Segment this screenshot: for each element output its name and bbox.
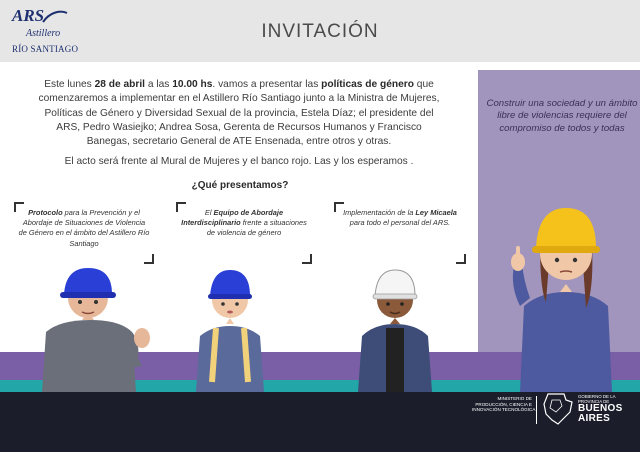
gobierno-line: PROVINCIA DE — [578, 399, 610, 405]
worker-illustration-2 — [180, 262, 280, 392]
callout-protocolo — [14, 202, 154, 264]
box-corner — [302, 254, 312, 264]
logo-line1: Astillero — [26, 28, 61, 39]
callout-text: para todo el personal del ARS. — [349, 218, 451, 228]
box-corner — [334, 202, 344, 212]
callout-bold: Ley Micaela — [415, 208, 457, 217]
logo-mark: ARS — [12, 6, 45, 25]
section-heading: ¿Qué presentamos? — [191, 180, 289, 191]
event-date: 28 de abril — [94, 79, 145, 90]
box-corner — [14, 202, 24, 212]
location-paragraph: El acto será frente al Mural de Mujeres y el banco rojo. Las y los esperamos . — [64, 156, 414, 167]
ministerio-line: PRODUCCIÓN, CIENCIA E — [475, 401, 532, 407]
callout-text: Implementación de la — [343, 208, 416, 217]
callout-bold: Equipo de Abordaje Interdisciplinario — [181, 208, 284, 228]
event-topic: políticas de género — [321, 79, 414, 90]
aires-label: AIRES — [578, 413, 611, 425]
sidebar-quote: Construir una sociedad y un ámbito libre de violencias requiere del compromiso de todos y todas — [486, 98, 638, 134]
callout-text: El — [204, 208, 214, 217]
callout-text: frente a situaciones de violencia de género — [206, 218, 307, 238]
box-corner — [456, 254, 466, 264]
page-title: INVITACIÓN — [261, 21, 379, 42]
intro-text: que comenzaremos a implementar en el Astillero Río Santiago junto a la Ministra de Mujeres, Políticas de Género y Diversidad Sexual de la provincia, Estela Díaz; el presidente del ARS, Pedro Wasiejko; Andrea Sosa, Gerenta de Recursos Humanos y Francisco Banegas, secretario General de ATE Ensenada, entre otros y otras. — [38, 79, 440, 148]
intro-text: Este lunes — [44, 79, 95, 90]
event-time: 10.00 hs — [172, 79, 213, 90]
footer-divider — [536, 396, 537, 424]
ministerio-line: MINISTERIO DE — [497, 396, 532, 401]
ministerio-line: INNOVACIÓN TECNOLÓGICA — [472, 407, 536, 413]
gobierno-label — [578, 394, 640, 424]
worker-illustration-1 — [20, 262, 160, 392]
worker-illustration-3 — [340, 262, 450, 392]
worker-illustration-4 — [500, 190, 630, 392]
intro-text: . vamos a presentar las — [212, 79, 322, 90]
gobierno-line: GOBIERNO DE LA — [578, 394, 616, 399]
box-corner — [176, 202, 186, 212]
province-map-icon — [542, 392, 574, 426]
callout-equipo — [176, 202, 312, 264]
logo-line2: RÍO SANTIAGO — [12, 44, 79, 54]
buenos-label: BUENOS — [578, 403, 623, 415]
intro-paragraph — [36, 78, 442, 149]
callout-bold: Protocolo — [28, 208, 63, 217]
callout-ley-micaela — [334, 202, 466, 264]
intro-text: a las — [145, 79, 173, 90]
callout-text: para la Prevención y el Abordaje de Situaciones de Violencia de Género en el ámbito del Astillero Río Santiago — [18, 208, 150, 248]
ministerio-label — [472, 396, 536, 413]
header-bar — [0, 0, 640, 62]
